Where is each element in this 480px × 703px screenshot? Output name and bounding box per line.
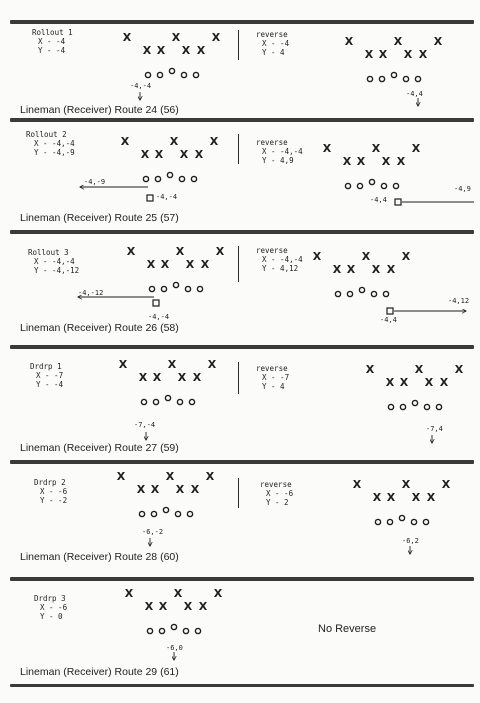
offense-mark <box>369 179 374 184</box>
panel-divider <box>238 246 239 282</box>
defender-mark: X <box>356 155 366 168</box>
section-divider-band <box>10 345 474 349</box>
defender-mark: X <box>433 35 443 48</box>
defender-mark: X <box>118 358 128 371</box>
defender-mark: X <box>393 35 403 48</box>
offense-mark <box>393 183 398 188</box>
offense-mark <box>345 183 350 188</box>
section-divider-band <box>10 577 474 581</box>
defender-mark: X <box>454 363 464 376</box>
defender-mark: X <box>396 155 406 168</box>
offense-mark <box>335 291 340 296</box>
x-coordinate: X - -4,-4 <box>34 139 75 148</box>
defender-mark: X <box>177 371 187 384</box>
offense-mark <box>173 282 178 287</box>
defender-mark: X <box>181 44 191 57</box>
offense-mark <box>359 287 364 292</box>
ball-position-box <box>147 195 153 201</box>
defender-mark: X <box>150 483 160 496</box>
defender-mark: X <box>381 155 391 168</box>
offense-mark <box>347 291 352 296</box>
offense-mark <box>387 519 392 524</box>
defender-mark: X <box>183 600 193 613</box>
reverse-y-coordinate: Y - 4 <box>262 48 285 57</box>
offense-mark <box>375 519 380 524</box>
point-label: -7,4 <box>426 425 443 433</box>
reverse-x-coordinate: X - -4,-4 <box>262 147 303 156</box>
offense-mark <box>167 172 172 177</box>
defender-mark: X <box>207 358 217 371</box>
offense-mark <box>388 404 393 409</box>
section-divider-band <box>10 118 474 122</box>
reverse-title: reverse <box>260 480 292 489</box>
x-coordinate: X - -4 <box>38 37 66 46</box>
offense-mark <box>155 176 160 181</box>
section-divider-band <box>10 684 474 687</box>
defender-mark: X <box>439 376 449 389</box>
point-label: -4,-4 <box>130 82 152 90</box>
defender-mark: X <box>322 142 332 155</box>
ball-position-box <box>387 308 393 314</box>
defender-mark: X <box>401 478 411 491</box>
defender-mark: X <box>196 44 206 57</box>
defender-mark: X <box>371 263 381 276</box>
route-caption: Lineman (Receiver) Route 28 (60) <box>20 551 179 563</box>
reverse-y-coordinate: Y - 4,12 <box>262 264 299 273</box>
point-label: -4,-4 <box>156 193 178 201</box>
reverse-x-coordinate: X - -4,-4 <box>262 255 303 264</box>
defender-mark: X <box>144 600 154 613</box>
ball-position-box <box>395 199 401 205</box>
offense-mark <box>195 628 200 633</box>
reverse-x-coordinate: X - -6 <box>266 489 294 498</box>
offense-mark <box>159 628 164 633</box>
panel-divider <box>238 362 239 394</box>
defender-mark: X <box>120 135 130 148</box>
offense-mark <box>197 286 202 291</box>
offense-mark <box>161 286 166 291</box>
defender-mark: X <box>146 258 156 271</box>
offense-mark <box>163 507 168 512</box>
defender-mark: X <box>361 250 371 263</box>
point-label: -4,12 <box>448 297 470 305</box>
defender-mark: X <box>140 148 150 161</box>
reverse-x-coordinate: X - -4 <box>262 39 290 48</box>
y-coordinate: Y - 0 <box>40 612 63 621</box>
defender-mark: X <box>386 263 396 276</box>
point-label: -4,-12 <box>78 289 104 297</box>
defender-mark: X <box>194 148 204 161</box>
section-divider-band <box>10 230 474 234</box>
defender-mark: X <box>158 600 168 613</box>
defender-mark: X <box>441 478 451 491</box>
point-label: -6,2 <box>402 537 419 545</box>
defender-mark: X <box>200 258 210 271</box>
reverse-x-coordinate: X - -7 <box>262 373 290 382</box>
route-title: Drdrp 2 <box>34 478 66 487</box>
offense-mark <box>151 511 156 516</box>
defender-mark: X <box>342 155 352 168</box>
offense-mark <box>143 176 148 181</box>
offense-mark <box>371 291 376 296</box>
ball-position-box <box>153 300 159 306</box>
offense-mark <box>175 511 180 516</box>
y-coordinate: Y - -4,-9 <box>34 148 75 157</box>
defender-mark: X <box>165 470 175 483</box>
defender-mark: X <box>171 31 181 44</box>
offense-mark <box>149 286 154 291</box>
defender-mark: X <box>215 245 225 258</box>
defender-mark: X <box>399 376 409 389</box>
x-coordinate: X - -6 <box>40 603 68 612</box>
offense-mark <box>411 519 416 524</box>
offense-mark <box>169 68 174 73</box>
offense-mark <box>153 399 158 404</box>
offense-mark <box>139 511 144 516</box>
defender-mark: X <box>122 31 132 44</box>
defender-mark: X <box>175 245 185 258</box>
offense-mark <box>141 399 146 404</box>
offense-mark <box>399 515 404 520</box>
route-title: Drdrp 3 <box>34 594 66 603</box>
reverse-y-coordinate: Y - 4,9 <box>262 156 294 165</box>
offense-mark <box>177 399 182 404</box>
offense-mark <box>179 176 184 181</box>
defender-mark: X <box>332 263 342 276</box>
defender-mark: X <box>213 587 223 600</box>
offense-mark <box>391 72 396 77</box>
route-caption: Lineman (Receiver) Route 25 (57) <box>20 212 179 224</box>
defender-mark: X <box>352 478 362 491</box>
route-title: Rollout 3 <box>28 248 69 257</box>
defender-mark: X <box>344 35 354 48</box>
point-label: -4,4 <box>370 196 387 204</box>
defender-mark: X <box>205 470 215 483</box>
defender-mark: X <box>192 371 202 384</box>
point-label: -4,4 <box>406 90 423 98</box>
x-coordinate: X - -6 <box>40 487 68 496</box>
defender-mark: X <box>312 250 322 263</box>
reverse-title: reverse <box>256 364 288 373</box>
offense-mark <box>403 76 408 81</box>
y-coordinate: Y - -4 <box>36 380 64 389</box>
defender-mark: X <box>152 371 162 384</box>
defender-mark: X <box>385 376 395 389</box>
defender-mark: X <box>414 363 424 376</box>
offense-mark <box>379 76 384 81</box>
offense-mark <box>187 511 192 516</box>
defender-mark: X <box>411 142 421 155</box>
offense-mark <box>183 628 188 633</box>
offense-mark <box>145 72 150 77</box>
defender-mark: X <box>173 587 183 600</box>
point-label: -7,-4 <box>134 421 156 429</box>
defender-mark: X <box>198 600 208 613</box>
panel-divider <box>238 478 239 508</box>
no-reverse-label: No Reverse <box>318 623 377 635</box>
defender-mark: X <box>364 48 374 61</box>
offense-mark <box>189 399 194 404</box>
reverse-title: reverse <box>256 30 288 39</box>
defender-mark: X <box>365 363 375 376</box>
defender-mark: X <box>167 358 177 371</box>
y-coordinate: Y - -2 <box>40 496 68 505</box>
route-title: Rollout 2 <box>26 130 67 139</box>
defender-mark: X <box>211 31 221 44</box>
offense-mark <box>193 72 198 77</box>
defender-mark: X <box>156 44 166 57</box>
route-caption: Lineman (Receiver) Route 24 (56) <box>20 104 179 116</box>
panel-divider <box>238 134 239 164</box>
defender-mark: X <box>175 483 185 496</box>
offense-mark <box>436 404 441 409</box>
offense-mark <box>367 76 372 81</box>
offense-mark <box>157 72 162 77</box>
offense-mark <box>185 286 190 291</box>
route-title: Drdrp 1 <box>30 362 62 371</box>
reverse-title: reverse <box>256 246 288 255</box>
reverse-y-coordinate: Y - 2 <box>266 498 289 507</box>
route-caption: Lineman (Receiver) Route 29 (61) <box>20 666 179 678</box>
defender-mark: X <box>424 376 434 389</box>
defender-mark: X <box>154 148 164 161</box>
offense-mark <box>381 183 386 188</box>
point-label: -4,4 <box>380 316 397 324</box>
defender-mark: X <box>126 245 136 258</box>
reverse-title: reverse <box>256 138 288 147</box>
defender-mark: X <box>136 483 146 496</box>
route-caption: Lineman (Receiver) Route 27 (59) <box>20 442 179 454</box>
defender-mark: X <box>179 148 189 161</box>
point-label: -4,9 <box>454 185 471 193</box>
y-coordinate: Y - -4 <box>38 46 66 55</box>
offense-mark <box>415 76 420 81</box>
point-label: -4,-4 <box>148 313 170 321</box>
defender-mark: X <box>124 587 134 600</box>
defender-mark: X <box>426 491 436 504</box>
defender-mark: X <box>138 371 148 384</box>
defender-mark: X <box>386 491 396 504</box>
defender-mark: X <box>411 491 421 504</box>
offense-mark <box>400 404 405 409</box>
defender-mark: X <box>418 48 428 61</box>
section-divider-band <box>10 460 474 464</box>
offense-mark <box>171 624 176 629</box>
defender-mark: X <box>372 491 382 504</box>
defender-mark: X <box>190 483 200 496</box>
defender-mark: X <box>209 135 219 148</box>
offense-mark <box>412 400 417 405</box>
offense-mark <box>383 291 388 296</box>
point-label: -6,-2 <box>142 528 164 536</box>
route-title: Rollout 1 <box>32 28 73 37</box>
defender-mark: X <box>378 48 388 61</box>
route-caption: Lineman (Receiver) Route 26 (58) <box>20 322 179 334</box>
defender-mark: X <box>401 250 411 263</box>
x-coordinate: X - -4,-4 <box>34 257 75 266</box>
defender-mark: X <box>142 44 152 57</box>
point-label: -6,0 <box>166 644 183 652</box>
offense-mark <box>424 404 429 409</box>
x-coordinate: X - -7 <box>36 371 64 380</box>
offense-mark <box>357 183 362 188</box>
offense-mark <box>165 395 170 400</box>
defender-mark: X <box>185 258 195 271</box>
reverse-y-coordinate: Y - 4 <box>262 382 285 391</box>
point-label: -4,-9 <box>84 178 106 186</box>
defender-mark: X <box>371 142 381 155</box>
defender-mark: X <box>346 263 356 276</box>
defender-mark: X <box>160 258 170 271</box>
offense-mark <box>191 176 196 181</box>
offense-mark <box>423 519 428 524</box>
offense-mark <box>147 628 152 633</box>
y-coordinate: Y - -4,-12 <box>34 266 80 275</box>
offense-mark <box>181 72 186 77</box>
defender-mark: X <box>403 48 413 61</box>
defender-mark: X <box>116 470 126 483</box>
defender-mark: X <box>169 135 179 148</box>
